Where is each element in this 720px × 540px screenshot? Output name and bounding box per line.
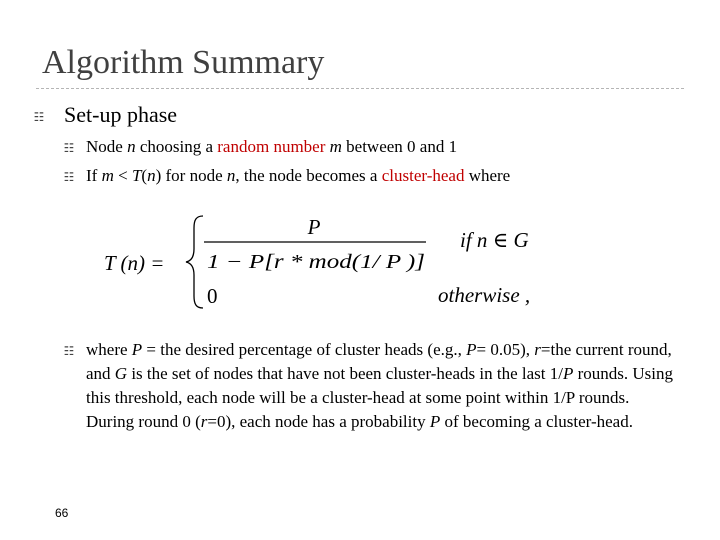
var-n: n	[147, 166, 156, 185]
var-r: r	[200, 412, 208, 431]
text-run: choosing a	[135, 137, 218, 156]
text-run: , the node becomes a	[235, 166, 382, 185]
var-G: G	[114, 364, 128, 383]
var-P: P	[131, 340, 143, 359]
text-run: where	[86, 340, 132, 359]
text-run: If	[86, 166, 102, 185]
highlight-random-number: random number	[217, 137, 326, 156]
var-P: P	[466, 340, 477, 359]
var-T: T	[131, 166, 142, 185]
var-n: n	[127, 137, 136, 156]
var-P: P	[429, 412, 441, 431]
bullet-icon: ☷	[63, 344, 75, 358]
page-number: 66	[55, 506, 69, 520]
formula-case2-value: 0	[207, 284, 218, 308]
formula-denominator: 1 − P[r * mod(1/ P )]	[207, 251, 425, 273]
left-brace	[186, 216, 203, 308]
text-run: of becoming a cluster-head.	[440, 412, 633, 431]
text-run: ) for node	[155, 166, 227, 185]
text-run: rounds. Using this threshold, each node will be a cluster-head at some point within 1/P rounds. During round 0 (	[86, 364, 673, 431]
var-m: m	[329, 137, 342, 156]
bullet-explanation	[86, 338, 676, 434]
text-run: =0), each node has a probability	[207, 412, 430, 431]
bullet-setup-phase: Set-up phase	[64, 102, 178, 127]
text-run: <	[113, 166, 132, 185]
bullet-icon: ☷	[63, 141, 75, 155]
text-run: = the desired percentage of cluster heads (e.g.,	[142, 340, 467, 359]
text-run: = 0.05),	[476, 340, 535, 359]
text-run: between 0 and 1	[341, 137, 458, 156]
formula-numerator: P	[307, 215, 321, 239]
text-run: (	[141, 166, 148, 185]
highlight-cluster-head: cluster-head	[381, 166, 465, 185]
var-r: r	[534, 340, 541, 359]
var-P: P	[562, 364, 574, 383]
bullet-icon: ☷	[63, 170, 75, 184]
var-n: n	[226, 166, 236, 185]
slide-title: Algorithm Summary	[42, 44, 325, 81]
formula-case1-condition: if n ∈ G	[460, 228, 529, 252]
text-run: Node	[86, 137, 128, 156]
text-run: is the set of nodes that have not been cluster-heads in the last 1/	[127, 364, 563, 383]
var-m: m	[101, 166, 114, 185]
text-run: =the current round, and	[86, 340, 672, 383]
formula-case2-condition: otherwise ,	[438, 283, 531, 307]
bullet-icon: ☷	[33, 110, 45, 124]
text-run: where	[464, 166, 511, 185]
formula-lhs: T (n) =	[104, 251, 165, 275]
